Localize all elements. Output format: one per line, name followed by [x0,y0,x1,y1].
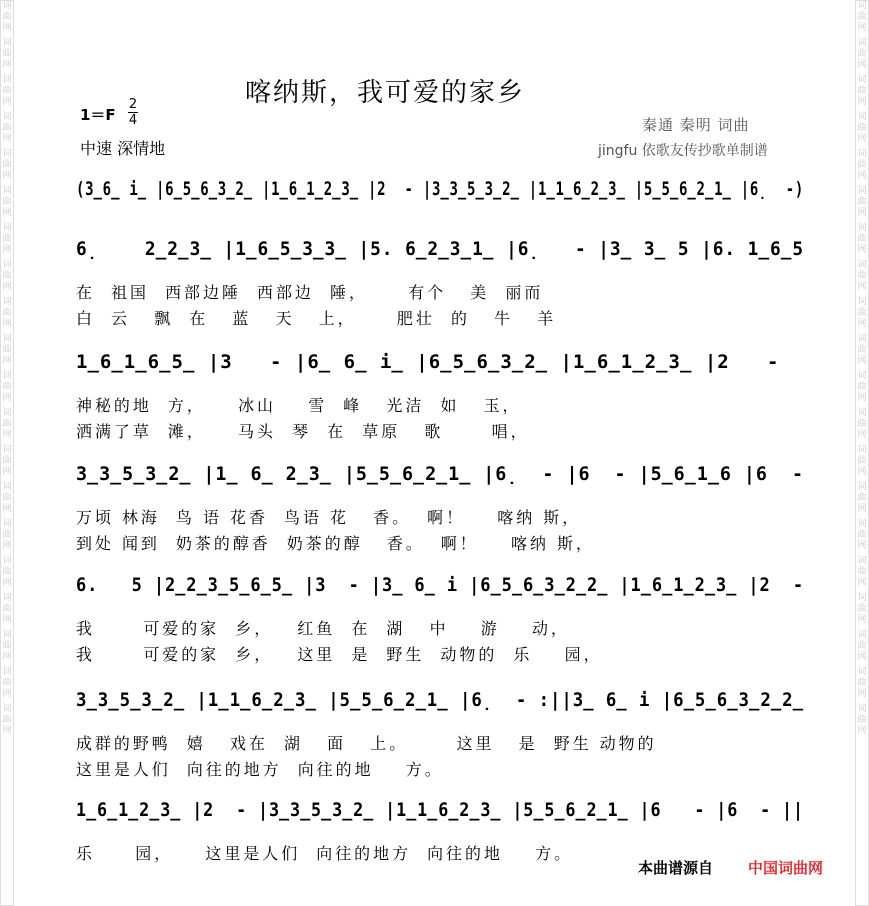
notation-text: 6̣ 2̲2̲3̲ |1̲6̲5̲3̲3̲ |5. 6̲2̲3̲1̲ |6̣ - |3̲ 3̲ 5 |6. 1̲6̲5 [76,238,804,260]
tempo-marking: 中速 深情地 [80,139,166,158]
key-signature: 1＝F [80,106,116,124]
notation-text: 3̲3̲5̲3̲2̲ |1̲1̲6̲2̲3̲ |5̲5̲6̲2̲1̲ |6̣ - :||3̲ 6̲ i |6̲5̲6̲3̲2̲2̲ [76,689,804,711]
left-watermark-strip: 词曲网 词曲网 词曲网 词曲网 词曲网 词曲网 词曲网 词曲网 词曲网 词曲网 词曲网 词曲网 词曲网 词曲网 词曲网 词曲网 词曲网 词曲网 词曲网 词曲网 [0,0,14,906]
notation-text: 3̲3̲5̲3̲2̲ |1̲ 6̲ 2̲3̲ |5̲5̲6̲2̲1̲ |6̣ - |6 - |5̲6̲1̲6 |6 - [76,463,804,485]
lyric-line: 这里是人们 向往的地方 向往的地 方。 [76,760,444,779]
notation-line [76,793,806,827]
lyric-line: 万顷 林海 鸟 语 花香 鸟语 花 香。 啊！ 喀纳 斯， [76,508,582,527]
lyric-line: 我 可爱的家 乡， 这里 是 野生 动物的 乐 园， [76,645,603,664]
notation-line [76,568,806,602]
notation-line [76,232,806,266]
site-name: 中国词曲网 [748,859,824,877]
notation-line [76,683,806,717]
song-title: 喀纳斯，我可爱的家乡 [245,78,526,108]
right-watermark-strip: 词曲网 词曲网 词曲网 词曲网 词曲网 词曲网 词曲网 词曲网 词曲网 词曲网 词曲网 词曲网 词曲网 词曲网 词曲网 词曲网 词曲网 词曲网 词曲网 词曲网 [855,0,869,906]
lyric-line: 到处 闻到 奶茶的醇香 奶茶的醇 香。 啊！ 喀纳 斯， [76,534,595,553]
meter-bottom: 4 [128,113,138,128]
notation-line [76,457,806,491]
time-signature [128,98,138,127]
source-label: 本曲谱源自 [638,859,714,877]
lyric-line: 白 云 飘 在 蓝 天 上， 肥壮 的 牛 羊 [76,309,557,328]
meter-top: 2 [128,97,138,112]
notation-text: (3̲6̲ i̲ |6̲5̲6̲3̲2̲ |1̲6̲1̲2̲3̲ |2 - |3̲3̲5̲3̲2̲ |1̲1̲6̲2̲3̲ |5̲5̲6̲2̲1̲ |6̣ -) [76,178,804,200]
lyric-line: 成群的野鸭 嬉 戏在 湖 面 上。 这里 是 野生 动物的 [76,734,657,753]
notation-text: 6. 5 |2̲2̲3̲5̲6̲5̲ |3 - |3̲ 6̲ i |6̲5̲6̲3̲2̲2̲ |1̲6̲1̲2̲3̲ |2 - [76,574,804,596]
lyric-line: 我 可爱的家 乡， 红鱼 在 湖 中 游 动， [76,619,570,638]
author-credit: 秦通 秦明 词曲 [642,116,750,134]
lyric-line: 在 祖国 西部边陲 西部边 陲， 有个 美 丽而 [76,283,544,302]
lyric-line: 洒满了草 滩， 马头 琴 在 草原 歌 唱， [76,422,530,441]
notation-text: 1̲6̲1̲6̲5̲ |3 - |6̲ 6̲ i̲ |6̲5̲6̲3̲2̲ |1̲6̲1̲2̲3̲ |2 - [76,351,780,373]
notation-line [76,345,806,379]
notation-text: 1̲6̲1̲2̲3̲ |2 - |3̲3̲5̲3̲2̲ |1̲1̲6̲2̲3̲ |5̲5̲6̲2̲1̲ |6 - |6 - || [76,799,804,821]
notation-line [76,172,806,206]
lyric-line: 神秘的地 方， 冰山 雪 峰 光洁 如 玉， [76,396,522,415]
lyric-line: 乐 园， 这里是人们 向往的地方 向往的地 方。 [76,844,574,863]
arranger-credit: jingfu 依歌友传抄歌单制谱 [598,143,768,159]
